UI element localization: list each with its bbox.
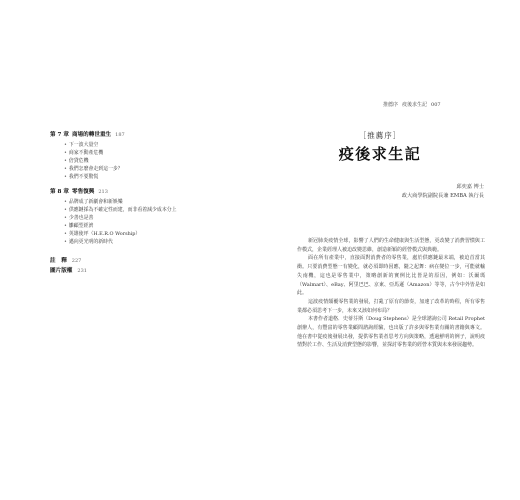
toc-appendix — [50, 257, 240, 276]
chapter-number: 第 8 章 — [50, 189, 69, 195]
chapter-page-number: 187 — [115, 132, 125, 138]
appendix-page-number: 231 — [77, 267, 87, 274]
list-item: • 少善也是善 — [64, 214, 240, 222]
appendix-page-number: 227 — [71, 258, 82, 264]
list-item: • 雛顧型經濟 — [64, 222, 240, 230]
author-block — [300, 183, 484, 201]
list-item: • 我們怎麼會走到這一步？ — [64, 165, 240, 173]
author-affiliation: 政大商學院副院長兼 EMBA 執行長 — [401, 193, 484, 199]
paragraph: 這波疫情顛覆零售業的發展，打亂了原有的節奏，加速了改革的時程，所有零售業都必須思考下一步，未來又該如何布局？ — [297, 298, 485, 314]
page-number: 007 — [431, 102, 441, 108]
section-list — [64, 141, 240, 181]
chapter-number: 第 7 章 — [50, 132, 69, 138]
running-head-section: 推薦序 — [383, 102, 399, 108]
table-of-contents — [50, 131, 240, 276]
appendix-label: 圖片版權 — [50, 267, 73, 274]
image-credits-entry — [50, 267, 240, 277]
notes-entry — [50, 257, 240, 267]
paragraph: 本書作者道格．史蒂芬斯（Doug Stephens）是全球諮詢公司 Retail Prophet 創辦人，有豐富的零售業顧問諮詢經驗，也出版了許多與零售業有關的書籍與專文。他在書中從疫後發展出發，提供零售業者思考方向與策略，透過鮮明的例子，說明疫情對於工作、生活及消費型態的影響，並探討零售業的經營本質與未來發展趨勢。 — [297, 316, 485, 349]
list-item: • 邁向更光明的新時代 — [64, 238, 240, 246]
list-item: • 商家不動產危機 — [64, 149, 240, 157]
chapter-title: 商場的轉世重生 — [71, 132, 112, 138]
author-name: 邱奕嘉 博士 — [456, 184, 484, 190]
paragraph: 面在所有產業中，直接面對消費者的零售業，處於供應鏈最末端，被迫首當其衝。只要消費型態一有變化，就必須即時因應，隨之起舞：病在變位一步，可能就輸失南機，這也是零售業中，策略創新的實例比比皆是的原因，例如：沃爾瑪（Walmart）、eBay、阿里巴巴、京東、亞馬遜（Amazon）等等，古今中外皆是如此。 — [297, 255, 485, 297]
title-block — [280, 130, 480, 164]
page-title: 疫後求生記 — [338, 145, 422, 163]
body-text — [297, 237, 485, 350]
section-label: ［推薦序］ — [358, 131, 402, 140]
chapter-page-number: 213 — [98, 189, 108, 195]
list-item: • 下一波大量空 — [64, 141, 240, 149]
running-head-title: 疫後求生記 — [402, 102, 428, 108]
chapter-title: 零售復興 — [71, 189, 95, 195]
list-item: • 倍貸危機 — [64, 157, 240, 165]
toc-chapter-8 — [50, 188, 240, 246]
chapter-heading — [50, 188, 240, 197]
running-head — [383, 101, 445, 108]
chapter-heading — [50, 131, 240, 140]
section-list — [64, 198, 240, 246]
appendix-label: 註 釋 — [50, 258, 67, 264]
list-item: • 品牌成了新劇會和新娛樂 — [64, 198, 240, 206]
paragraph: 新冠肺炎疫情全球，影響了人們的生命健康與生活型態，更改變了消費習慣與工作模式，企業經理人被迫改變思維，創造新穎的經營模式與典範。 — [297, 238, 485, 253]
list-item: • 英雄使坪（H.E.R.O Worship） — [64, 230, 240, 238]
list-item: • 我們不要驚慌 — [64, 173, 240, 181]
toc-chapter-7 — [50, 131, 240, 181]
list-item: • 供應鏈採為不確定性而建，而非看着減少成本分上 — [64, 206, 240, 214]
